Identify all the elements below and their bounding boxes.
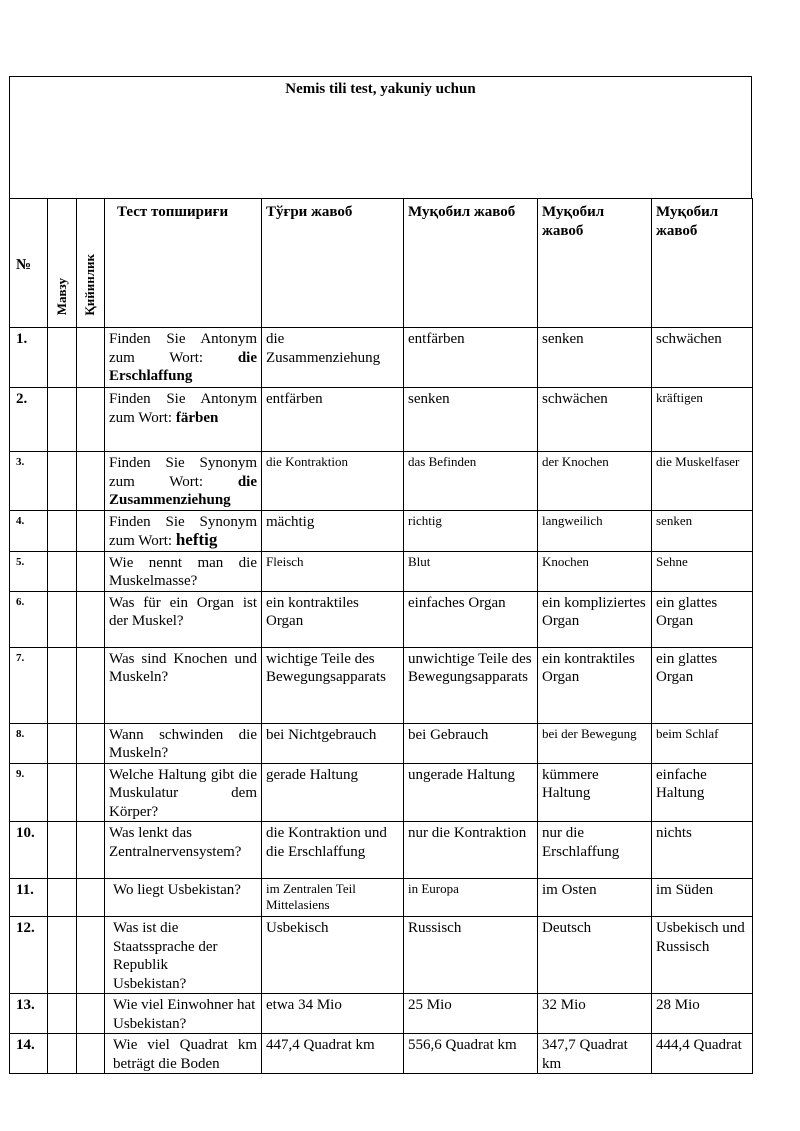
table-row xyxy=(10,452,753,511)
row-number: 3. xyxy=(10,452,48,511)
header-alt-answer-1: Муқобил жавоб xyxy=(404,199,538,328)
row-number: 7. xyxy=(10,647,48,723)
alt-answer-3-cell: nichts xyxy=(652,822,753,879)
task-cell: Was ist die Staatssprache der Republik Usbekistan? xyxy=(105,917,262,994)
alt-answer-1-cell: einfaches Organ xyxy=(404,591,538,647)
difficulty-cell xyxy=(77,328,105,388)
alt-answer-3-cell: ein glattes Organ xyxy=(652,647,753,723)
correct-answer-cell: wichtige Teile des Bewegungsapparats xyxy=(262,647,404,723)
task-cell: Wo liegt Usbekistan? xyxy=(105,879,262,917)
correct-answer-cell: bei Nichtgebrauch xyxy=(262,723,404,763)
alt-answer-3-cell: ein glattes Organ xyxy=(652,591,753,647)
alt-answer-3-cell: 28 Mio xyxy=(652,994,753,1034)
document-title: Nemis tili test, yakuniy uchun xyxy=(285,81,476,97)
alt-answer-3-cell: beim Schlaf xyxy=(652,723,753,763)
header-alt-answer-2: Муқобил жавоб xyxy=(538,199,652,328)
difficulty-cell xyxy=(77,452,105,511)
correct-answer-cell: etwa 34 Mio xyxy=(262,994,404,1034)
correct-answer-cell: Usbekisch xyxy=(262,917,404,994)
alt-answer-1-cell: bei Gebrauch xyxy=(404,723,538,763)
table-row xyxy=(10,917,753,994)
difficulty-cell xyxy=(77,994,105,1034)
difficulty-cell xyxy=(77,917,105,994)
row-number: 8. xyxy=(10,723,48,763)
alt-answer-3-cell: einfache Haltung xyxy=(652,763,753,822)
alt-answer-1-cell: 25 Mio xyxy=(404,994,538,1034)
table-header-row xyxy=(10,199,753,328)
table-row xyxy=(10,822,753,879)
row-number: 6. xyxy=(10,591,48,647)
alt-answer-3-cell: kräftigen xyxy=(652,388,753,452)
row-number: 11. xyxy=(10,879,48,917)
difficulty-cell xyxy=(77,723,105,763)
alt-answer-1-cell: senken xyxy=(404,388,538,452)
row-number: 4. xyxy=(10,510,48,551)
header-difficulty: Қийинлик xyxy=(77,199,105,328)
difficulty-cell xyxy=(77,763,105,822)
alt-answer-2-cell: ein kompliziertes Organ xyxy=(538,591,652,647)
task-cell: Was sind Knochen und Muskeln? xyxy=(105,647,262,723)
topic-cell xyxy=(48,879,77,917)
topic-cell xyxy=(48,647,77,723)
alt-answer-1-cell: Blut xyxy=(404,551,538,591)
difficulty-cell xyxy=(77,647,105,723)
topic-cell xyxy=(48,822,77,879)
alt-answer-2-cell: Knochen xyxy=(538,551,652,591)
topic-cell xyxy=(48,723,77,763)
topic-cell xyxy=(48,994,77,1034)
alt-answer-2-cell: nur die Erschlaffung xyxy=(538,822,652,879)
alt-answer-2-cell: im Osten xyxy=(538,879,652,917)
topic-cell xyxy=(48,917,77,994)
task-cell: Wie nennt man die Muskelmasse? xyxy=(105,551,262,591)
task-cell: Finden Sie Antonym zum Wort: färben xyxy=(105,388,262,452)
row-number: 14. xyxy=(10,1034,48,1074)
alt-answer-3-cell: Usbekisch und Russisch xyxy=(652,917,753,994)
correct-answer-cell: Fleisch xyxy=(262,551,404,591)
task-cell: Was lenkt das Zentralnervensystem? xyxy=(105,822,262,879)
test-document xyxy=(9,76,752,1074)
difficulty-cell xyxy=(77,879,105,917)
table-row xyxy=(10,1034,753,1074)
task-cell: Welche Haltung gibt die Muskulatur dem Körper? xyxy=(105,763,262,822)
alt-answer-1-cell: nur die Kontraktion xyxy=(404,822,538,879)
topic-cell xyxy=(48,591,77,647)
row-number: 1. xyxy=(10,328,48,388)
correct-answer-cell: ein kontraktiles Organ xyxy=(262,591,404,647)
row-number: 2. xyxy=(10,388,48,452)
table-row xyxy=(10,723,753,763)
topic-cell xyxy=(48,452,77,511)
alt-answer-3-cell: Sehne xyxy=(652,551,753,591)
difficulty-cell xyxy=(77,551,105,591)
alt-answer-3-cell: die Muskelfaser xyxy=(652,452,753,511)
alt-answer-2-cell: ein kontraktiles Organ xyxy=(538,647,652,723)
alt-answer-3-cell: 444,4 Quadrat xyxy=(652,1034,753,1074)
topic-cell xyxy=(48,510,77,551)
row-number: 13. xyxy=(10,994,48,1034)
table-row xyxy=(10,551,753,591)
alt-answer-1-cell: entfärben xyxy=(404,328,538,388)
row-number: 12. xyxy=(10,917,48,994)
correct-answer-cell: die Kontraktion xyxy=(262,452,404,511)
header-topic: Мавзу xyxy=(48,199,77,328)
alt-answer-2-cell: 32 Mio xyxy=(538,994,652,1034)
table-row xyxy=(10,328,753,388)
topic-cell xyxy=(48,328,77,388)
correct-answer-cell: 447,4 Quadrat km xyxy=(262,1034,404,1074)
alt-answer-1-cell: richtig xyxy=(404,510,538,551)
alt-answer-1-cell: das Befinden xyxy=(404,452,538,511)
correct-answer-cell: die Kontraktion und die Erschlaffung xyxy=(262,822,404,879)
table-row xyxy=(10,647,753,723)
difficulty-cell xyxy=(77,388,105,452)
alt-answer-1-cell: unwichtige Teile des Bewegungsapparats xyxy=(404,647,538,723)
table-row xyxy=(10,510,753,551)
header-correct-answer: Тўғри жавоб xyxy=(262,199,404,328)
table-row xyxy=(10,591,753,647)
alt-answer-3-cell: senken xyxy=(652,510,753,551)
topic-cell xyxy=(48,763,77,822)
correct-answer-cell: entfärben xyxy=(262,388,404,452)
alt-answer-2-cell: der Knochen xyxy=(538,452,652,511)
document-title-box xyxy=(9,76,752,198)
topic-cell xyxy=(48,1034,77,1074)
task-cell: Finden Sie Synonym zum Wort: die Zusammenziehung xyxy=(105,452,262,511)
alt-answer-3-cell: schwächen xyxy=(652,328,753,388)
alt-answer-2-cell: bei der Bewegung xyxy=(538,723,652,763)
correct-answer-cell: im Zentralen Teil Mittelasiens xyxy=(262,879,404,917)
correct-answer-cell: gerade Haltung xyxy=(262,763,404,822)
difficulty-cell xyxy=(77,1034,105,1074)
row-number: 10. xyxy=(10,822,48,879)
alt-answer-2-cell: langweilich xyxy=(538,510,652,551)
test-table xyxy=(9,198,753,1074)
table-row xyxy=(10,763,753,822)
alt-answer-3-cell: im Süden xyxy=(652,879,753,917)
table-row xyxy=(10,388,753,452)
task-cell: Wie viel Einwohner hat Usbekistan? xyxy=(105,994,262,1034)
alt-answer-2-cell: 347,7 Quadrat km xyxy=(538,1034,652,1074)
row-number: 9. xyxy=(10,763,48,822)
task-cell: Wann schwinden die Muskeln? xyxy=(105,723,262,763)
correct-answer-cell: die Zusammenziehung xyxy=(262,328,404,388)
header-alt-answer-3: Муқобил жавоб xyxy=(652,199,753,328)
alt-answer-1-cell: Russisch xyxy=(404,917,538,994)
header-task: Тест топшириғи xyxy=(105,199,262,328)
alt-answer-2-cell: Deutsch xyxy=(538,917,652,994)
task-cell: Wie viel Quadrat km beträgt die Boden xyxy=(105,1034,262,1074)
alt-answer-2-cell: schwächen xyxy=(538,388,652,452)
task-cell: Was für ein Organ ist der Muskel? xyxy=(105,591,262,647)
alt-answer-2-cell: kümmere Haltung xyxy=(538,763,652,822)
alt-answer-1-cell: 556,6 Quadrat km xyxy=(404,1034,538,1074)
topic-cell xyxy=(48,551,77,591)
difficulty-cell xyxy=(77,591,105,647)
alt-answer-1-cell: ungerade Haltung xyxy=(404,763,538,822)
row-number: 5. xyxy=(10,551,48,591)
difficulty-cell xyxy=(77,510,105,551)
task-cell: Finden Sie Synonym zum Wort: heftig xyxy=(105,510,262,551)
topic-cell xyxy=(48,388,77,452)
table-row xyxy=(10,994,753,1034)
table-row xyxy=(10,879,753,917)
header-number: № xyxy=(10,199,48,328)
difficulty-cell xyxy=(77,822,105,879)
alt-answer-1-cell: in Europa xyxy=(404,879,538,917)
alt-answer-2-cell: senken xyxy=(538,328,652,388)
task-cell: Finden Sie Antonym zum Wort: die Erschlaffung xyxy=(105,328,262,388)
correct-answer-cell: mächtig xyxy=(262,510,404,551)
